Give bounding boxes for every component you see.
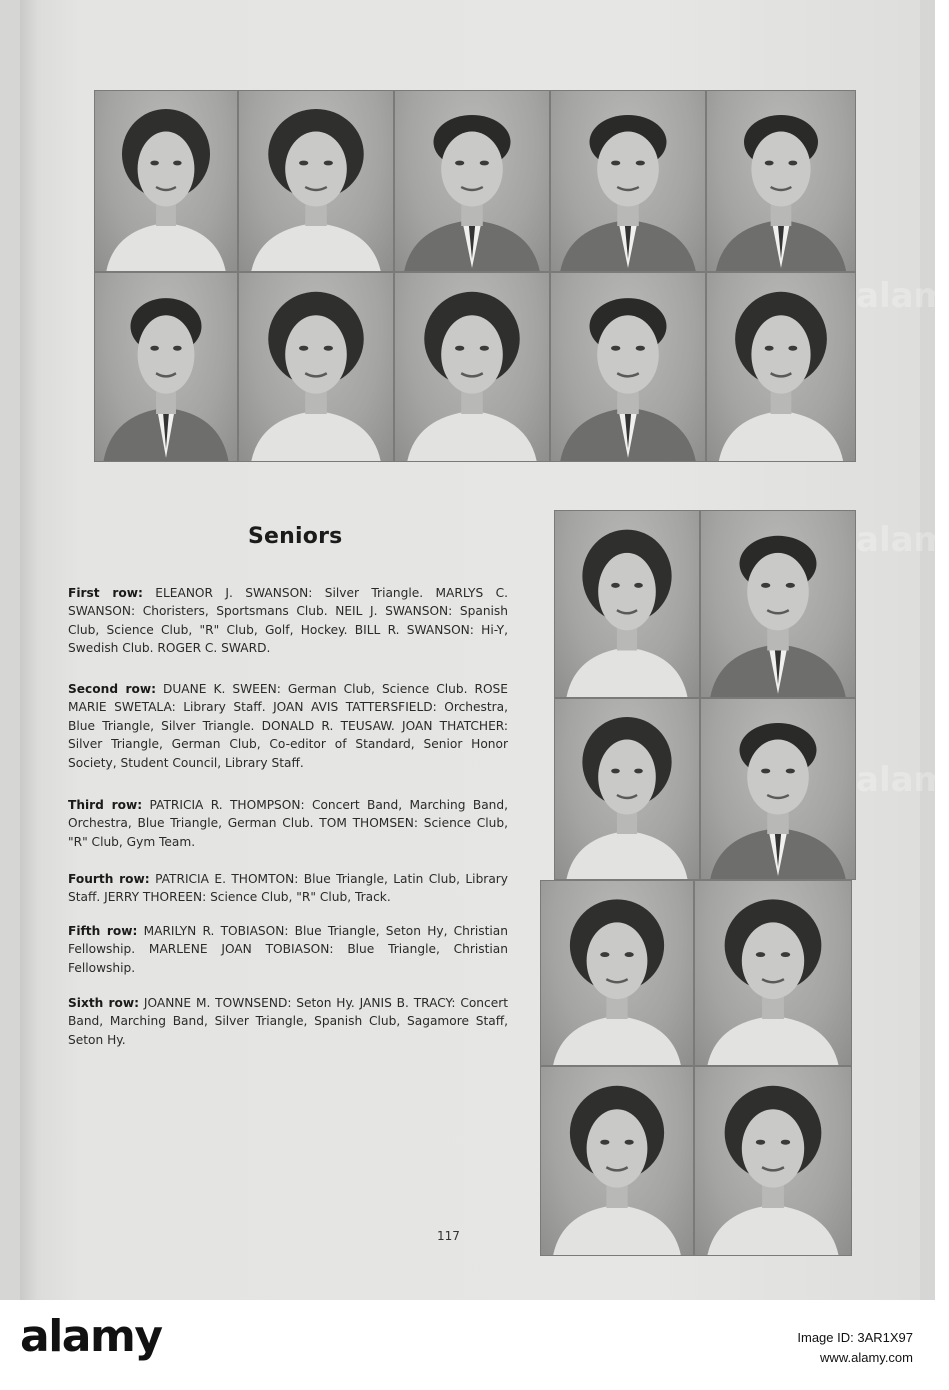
student-portrait-photo (706, 90, 856, 272)
caption-fifth-row (68, 922, 508, 977)
caption-text: MARILYN R. TOBIASON: Blue Triangle, Seton Hy, Christian Fellowship. MARLENE JOAN TOBIASON: Blue Triangle, Christian Fellowship. (68, 924, 508, 975)
portrait-silhouette (551, 91, 705, 271)
caption-label: Sixth row: (68, 996, 140, 1010)
portrait-silhouette (551, 273, 705, 461)
portrait-silhouette (695, 1067, 851, 1255)
student-portrait-photo (706, 272, 856, 462)
portrait-silhouette (239, 91, 393, 271)
portrait-silhouette (395, 91, 549, 271)
portrait-silhouette (541, 881, 693, 1065)
portrait-silhouette (695, 881, 851, 1065)
student-portrait-photo (238, 272, 394, 462)
student-portrait-photo (550, 272, 706, 462)
caption-label: Fifth row: (68, 924, 138, 938)
student-portrait-photo (554, 510, 700, 698)
student-portrait-photo (554, 698, 700, 880)
student-portrait-photo (694, 880, 852, 1066)
student-portrait-photo (550, 90, 706, 272)
caption-text: ELEANOR J. SWANSON: Silver Triangle. MARLYS C. SWANSON: Choristers, Sportsmans Club. NEIL J. SWANSON: Spanish Club, Science Club, "R" Club, Golf, Hockey. BILL R. SWANSON: Hi-Y, Swedish Club. ROGER C. SWARD. (68, 586, 508, 656)
portrait-silhouette (541, 1067, 693, 1255)
page-heading: Seniors (248, 524, 343, 549)
caption-label: Third row: (68, 798, 143, 812)
caption-fourth-row (68, 870, 508, 907)
caption-text: DUANE K. SWEEN: German Club, Science Club. ROSE MARIE SWETALA: Library Staff. JOAN AVIS TATTERSFIELD: Orchestra, Blue Triangle, Silver Triangle. DONALD R. TEUSAW. JOAN THATCHER: Silver Triangle, German Club, Co-editor of Standard, Senior Honor Society, Student Council, Library Staff. (68, 682, 508, 770)
student-portrait-photo (394, 272, 550, 462)
portrait-silhouette (395, 273, 549, 461)
student-portrait-photo (540, 1066, 694, 1256)
site-url: www.alamy.com (820, 1350, 913, 1365)
watermark-text: alam (856, 760, 949, 800)
student-portrait-photo (94, 272, 238, 462)
caption-text: PATRICIA E. THOMTON: Blue Triangle, Latin Club, Library Staff. JERRY THOREEN: Science Club, "R" Club, Track. (68, 872, 509, 905)
portrait-silhouette (95, 273, 237, 461)
image-id: Image ID: 3AR1X97 (797, 1330, 913, 1345)
caption-second-row (68, 680, 508, 772)
portrait-silhouette (701, 511, 855, 697)
portrait-silhouette (555, 699, 699, 879)
student-portrait-photo (394, 90, 550, 272)
portrait-silhouette (701, 699, 855, 879)
portrait-silhouette (555, 511, 699, 697)
caption-label: Second row: (68, 682, 156, 696)
portrait-silhouette (707, 273, 855, 461)
portrait-silhouette (707, 91, 855, 271)
caption-text: JOANNE M. TOWNSEND: Seton Hy. JANIS B. TRACY: Concert Band, Marching Band, Silver Triangle, Spanish Club, Sagamore Staff, Seton Hy. (68, 996, 508, 1047)
student-portrait-photo (700, 510, 856, 698)
caption-first-row (68, 584, 508, 658)
page-number: 117 (437, 1229, 460, 1243)
portrait-silhouette (95, 91, 237, 271)
student-portrait-photo (540, 880, 694, 1066)
student-portrait-photo (238, 90, 394, 272)
student-portrait-photo (700, 698, 856, 880)
watermark-text: alam (856, 276, 949, 316)
caption-label: First row: (68, 586, 143, 600)
caption-label: Fourth row: (68, 872, 150, 886)
caption-text: PATRICIA R. THOMPSON: Concert Band, Marching Band, Orchestra, Blue Triangle, German Club. TOM THOMSEN: Science Club, "R" Club, Gym Team. (68, 798, 508, 849)
student-portrait-photo (694, 1066, 852, 1256)
caption-third-row (68, 796, 508, 851)
alamy-logo: alamy (20, 1311, 162, 1362)
caption-sixth-row (68, 994, 508, 1049)
portrait-silhouette (239, 273, 393, 461)
watermark-text: alam (856, 520, 949, 560)
student-portrait-photo (94, 90, 238, 272)
